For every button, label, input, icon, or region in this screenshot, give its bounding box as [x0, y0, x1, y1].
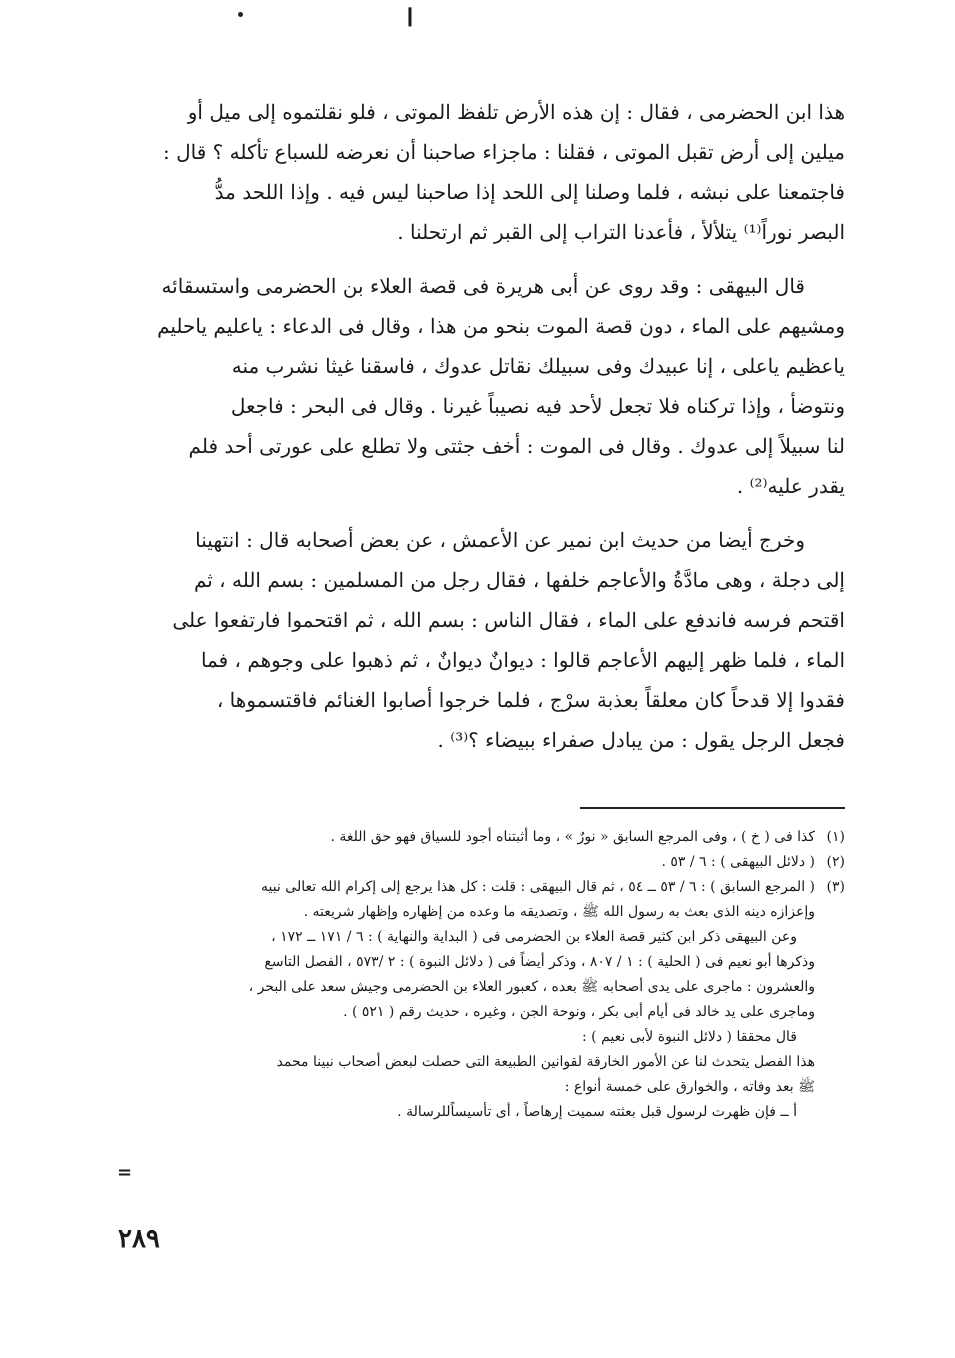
text-line: يقدر عليه⁽²⁾ .	[736, 474, 845, 498]
footnote	[118, 850, 845, 875]
text-line: ومشيهم على الماء ، دون قصة الموت بنحو من هذا ، وقال فى الدعاء : ياعليم ياحليم	[157, 314, 845, 338]
paragraph	[120, 266, 845, 506]
text-line: البصر نوراً⁽¹⁾ يتلألأ ، فأعدنا التراب إلى القبر ثم ارتحلنا .	[397, 220, 845, 244]
footnotes	[118, 825, 845, 1125]
page-number: ٢٨٩	[118, 1224, 160, 1254]
text-line: فجعل الرجل يقول : من يبادل صفراء ببيضاء ؟⁽³⁾ .	[437, 728, 845, 752]
text-line: فقدوا إلا قدحاً كان معلقاً بعذبة سرْج ، فلما خرجوا أصابوا الغنائم فاقتسموها ،	[216, 688, 845, 712]
text-line: وخرج أيضا من حديث ابن نمير عن الأعمش ، عن بعض أصحابه قال : انتهينا	[195, 528, 805, 552]
footnote-continuation-line: هذا الفصل يتحدث لنا عن الأمور الخارقة لقوانين الطبيعة التى حصلت لبعض أصحاب نبينا محمد	[276, 1054, 815, 1070]
footnote-line: وإعزازه دينه الذى بعث به رسول الله ﷺ ، وتصديقه ما وعده من إظهاره وإظهار شريعته .	[303, 904, 815, 920]
text-line: ونتوضأ ، وإذا تركناه فلا تجعل لأحد فيه نصيباً غيرنا . وقال فى البحر : فاجعل	[230, 394, 845, 418]
footnote-continuation-line: وماجرى على يد خالد فى أيام أبى بكر ، ونوحة الجن ، وغيره ، حديث رقم ( ٥٢١ ) .	[343, 1004, 815, 1020]
text-line: إلى دجلة ، وهى مادَّةُ والأعاجم خلفها ، فقال رجل من المسلمين : بسم الله ، ثم	[193, 568, 845, 592]
paragraph	[120, 520, 845, 760]
footnote-number: (٣)	[826, 879, 845, 895]
footnote-continuation-line: وذكرها أبو نعيم فى ( الحلية ) : ١ / ٨٠٧ ، وذكر أيضاً فى ( دلائل النبوة ) : ٢ /٥٧٣ ، الفصل التاسع	[264, 954, 815, 970]
footnote-continuation-line: أ ــ فإن ظهرت لرسول قبل بعثته سميت إرهاصاً ، أى تأسيساًللرسالة .	[397, 1104, 797, 1120]
continuation-mark: =	[117, 1162, 133, 1183]
text-line: الماء ، فلما ظهر إليهم الأعاجم قالوا : ديوانٌ ديوانٌ ، ثم ذهبوا على وجوهم ، فما	[200, 648, 845, 672]
footnote-continuation-line: ﷺ بعد وفاته ، والخوارق على خمسة أنواع :	[564, 1079, 815, 1095]
top-mark: ا	[406, 3, 414, 32]
footnote-continuation-line: والعشرون : ماجرى على يدى أصحابه ﷺ بعده ، كعبور العلاء بن الحضرمى وجيش سعد على البحر ،	[248, 979, 815, 995]
main-text	[120, 92, 845, 774]
footnote-line: كذا فى ( خ ) ، وفى المرجع السابق « نورٌ » ، وما أثبتناه أجود للسياق فهو حق اللغة .	[330, 829, 815, 845]
text-line: ياعظيم ياعلى ، إنا عبيدك وفى سبيلك نقاتل عدوك ، فاسقنا غيثا نشرب منه	[231, 354, 845, 378]
text-line: ميلين إلى أرض تقبل الموتى ، فقلنا : ماجزاء صاحبنا أن نعرضه للسباع تأكله ؟ قال :	[163, 140, 845, 164]
paragraph	[120, 92, 845, 252]
footnote-continuation-line: قال محققا ( دلائل النبوة لأبى نعيم ) :	[582, 1029, 797, 1045]
ink-dot	[238, 12, 243, 17]
footnote-line: ( دلائل البيهقى ) : ٦ / ٥٣ .	[661, 854, 815, 870]
text-line: قال البيهقى : وقد روى عن أبى هريرة فى قصة العلاء بن الحضرمى واستسقائه	[161, 274, 805, 298]
footnote-number: (٢)	[826, 854, 845, 870]
text-line: فاجتمعنا على نبشه ، فلما وصلنا إلى اللحد إذا صاحبنا ليس فيه . وإذا اللحد مدُّ	[214, 180, 845, 204]
text-line: لنا سبيلاً إلى عدوك . وقال فى الموت : أخف جثتى ولا تطلع على عورتى أحد فلم	[188, 434, 845, 458]
text-line: هذا ابن الحضرمى ، فقال : إن هذه الأرض تلفظ الموتى ، فلو نقلتموه إلى ميل أو	[187, 100, 845, 124]
footnote	[118, 825, 845, 850]
footnote	[118, 875, 845, 925]
footnote-divider	[580, 807, 845, 809]
footnote-number: (١)	[826, 829, 845, 845]
text-line: اقتحم فرسه فاندفع على الماء ، فقال الناس : بسم الله ، ثم اقتحموا فارتفعوا على	[172, 608, 845, 632]
footnote-line: ( المرجع السابق ) : ٦ / ٥٣ ــ ٥٤ ، ثم قال البيهقى : قلت : كل هذا يرجع إلى إكرام الله تعالى نبيه	[260, 879, 815, 895]
footnote-continuation-line: وعن البيهقى ذكر ابن كثير قصة العلاء بن الحضرمى فى ( البداية والنهاية ) : ٦ / ١٧١ ــ ١٧٢ ،	[271, 929, 797, 945]
